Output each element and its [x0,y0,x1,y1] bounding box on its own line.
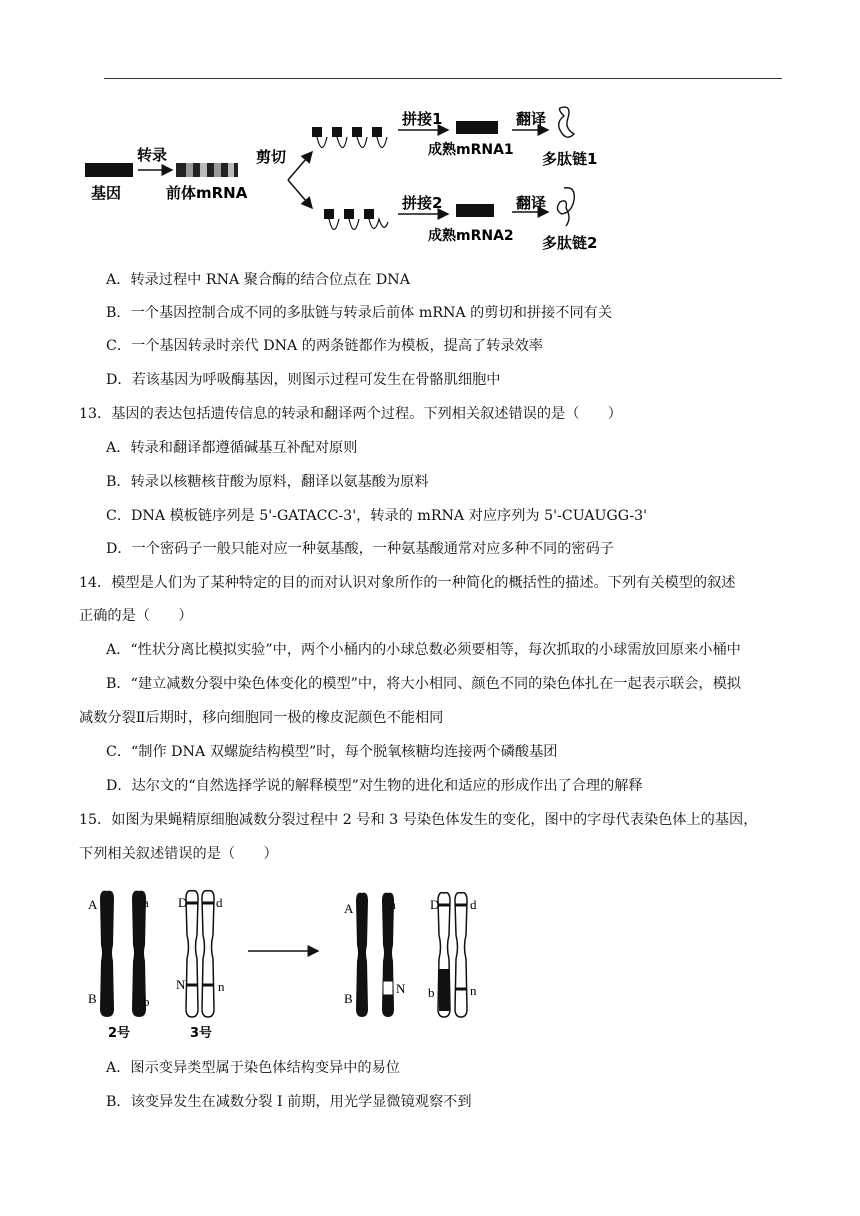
svg-text:D: D [430,897,440,912]
q14-option-b-continued: 减数分裂Ⅱ后期时，移向细胞同一极的橡皮泥颜色不能相同 [79,710,444,726]
q13-option-b: B．转录以核糖核苷酸为原料，翻译以氨基酸为原料 [106,474,429,490]
gene-bar [85,163,133,177]
peptide1-shape [559,107,574,137]
svg-text:N: N [176,977,186,992]
cut-label: 剪切 [256,148,287,166]
cut-fragments-2 [324,209,388,230]
header-rule [104,78,782,79]
svg-text:a: a [390,897,396,912]
q14-option-a: A．“性状分离比模拟实验”中，两个小桶内的小球总数必须要相等，每次抓取的小球需放回原来小桶中 [106,642,741,658]
svg-text:B: B [88,991,97,1006]
svg-text:A: A [344,901,354,916]
q15-stem-line1: 15．如图为果蝇精原细胞减数分裂过程中 2 号和 3 号染色体发生的变化，图中的字母代表染色体上的基因， [79,812,758,828]
svg-text:B: B [344,991,353,1006]
translate2-label: 翻译 [516,194,547,212]
q13-option-a: A．转录和翻译都遵循碱基互补配对原则 [106,440,358,456]
mature-mrna2-label: 成熟mRNA2 [428,228,514,244]
svg-text:D: D [178,895,188,910]
q14-stem-line2: 正确的是（ ） [79,608,193,624]
chr3-caption: 3号 [190,1026,213,1041]
q15-option-b: B．该变异发生在减数分裂 I 前期，用光学显微镜观察不到 [106,1094,472,1110]
svg-text:b: b [428,985,435,1000]
mature-mrna2-bar [456,204,494,217]
chr2-left [100,891,114,1017]
mature-mrna1-bar [456,121,498,134]
peptide1-label: 多肽链1 [542,150,598,168]
q13-option-d: D．一个密码子一般只能对应一种氨基酸，一种氨基酸通常对应多种不同的密码子 [106,541,614,557]
svg-text:n: n [470,983,477,998]
pre-mrna-bar [176,163,238,177]
peptide2-label: 多肽链2 [542,234,598,252]
mature-mrna1-label: 成熟mRNA1 [428,142,514,158]
q14-option-b: B．“建立减数分裂中染色体变化的模型”中，将大小相同、颜色不同的染色体扎在一起表示联会，模拟 [106,676,741,692]
q14-stem-line1: 14．模型是人们为了某种特定的目的而对认识对象所作的一种简化的概括性的描述。下列有关模型的叙述 [79,575,736,591]
svg-text:n: n [218,979,225,994]
transcribe-label: 转录 [137,146,168,164]
q12-option-d: D．若该基因为呼吸酶基因，则图示过程可发生在骨骼肌细胞中 [106,372,501,388]
svg-text:b: b [143,994,150,1009]
q13-stem: 13．基因的表达包括遗传信息的转录和翻译两个过程。下列相关叙述错误的是（ ） [79,406,622,422]
svg-text:d: d [216,895,223,910]
cut-fragments-1 [312,127,387,148]
q15-stem-line2: 下列相关叙述错误的是（ ） [79,846,278,862]
splice2-label: 拼接2 [402,194,443,212]
q12-option-a: A．转录过程中 RNA 聚合酶的结合位点在 DNA [106,272,410,288]
chromosome-diagram [80,885,500,1045]
splicing-diagram [80,100,640,255]
chr2-caption: 2号 [108,1026,131,1041]
pre-mrna-label: 前体mRNA [166,184,248,202]
q13-option-c: C．DNA 模板链序列是 5'-GATACC-3'，转录的 mRNA 对应序列为 5'-CUAUGG-3' [106,508,648,524]
peptide2-shape [557,188,574,226]
svg-text:A: A [88,897,98,912]
svg-text:a: a [143,895,149,910]
q14-option-c: C．“制作 DNA 双螺旋结构模型”时，每个脱氧核糖均连接两个磷酸基团 [106,744,558,760]
q12-option-c: C．一个基因转录时亲代 DNA 的两条链都作为模板，提高了转录效率 [106,338,543,354]
translate1-label: 翻译 [516,110,547,128]
splice1-label: 拼接1 [402,110,443,128]
chr3-right [202,891,214,1017]
q15-option-a: A．图示变异类型属于染色体结构变异中的易位 [106,1060,400,1076]
q12-option-b: B．一个基因控制合成不同的多肽链与转录后前体 mRNA 的剪切和拼接不同有关 [106,305,613,321]
q14-option-d: D．达尔文的“自然选择学说的解释模型”对生物的进化和适应的形成作出了合理的解释 [106,778,643,794]
svg-text:N: N [396,981,406,996]
gene-label: 基因 [91,184,122,202]
chr3-left [186,891,198,1017]
svg-text:d: d [470,897,477,912]
